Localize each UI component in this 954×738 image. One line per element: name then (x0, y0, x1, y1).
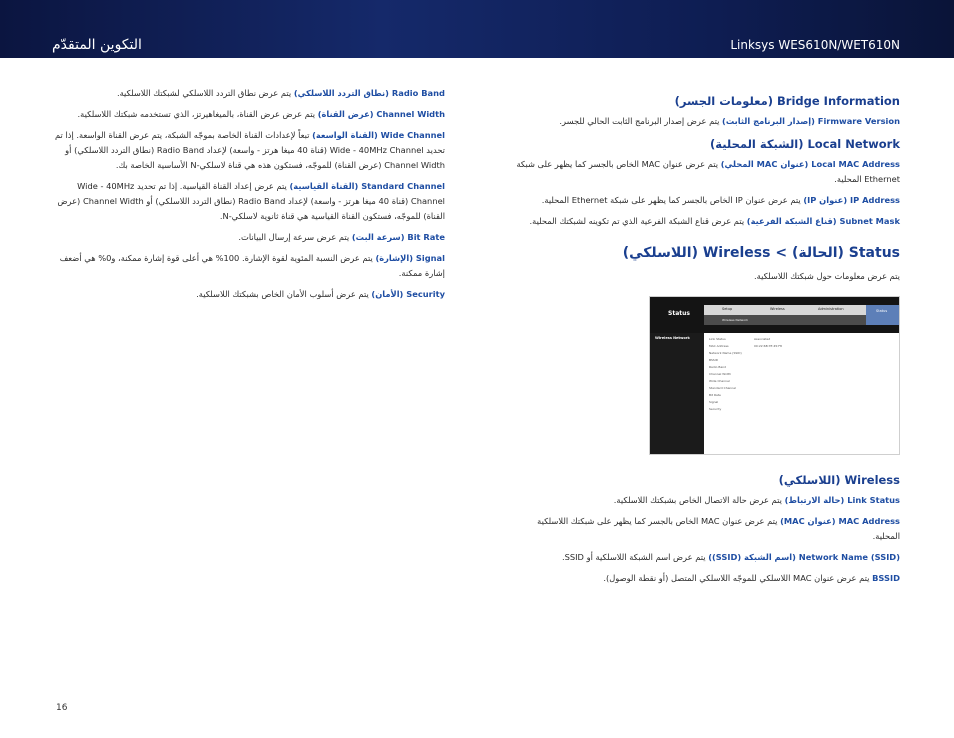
status-intro: يتم عرض معلومات حول شبكتك اللاسلكية. (754, 271, 900, 281)
paragraph-mac-address (510, 514, 900, 544)
paragraph-standard-channel (52, 179, 445, 224)
paragraph-network-name (510, 550, 900, 565)
term-label: Standard Channel (القناة القياسية) (289, 181, 445, 191)
term-label: BSSID (872, 573, 900, 583)
term-label: Local MAC Address (عنوان MAC المحلي) (720, 159, 900, 169)
screenshot-row-value: 00:22:6B:7E:45:F8 (754, 344, 782, 348)
term-label: MAC Address (عنوان MAC) (780, 516, 900, 526)
screenshot-row-value: Associated (754, 337, 771, 341)
paragraph-text: يتم عرض أسلوب الأمان الخاص بشبكتك اللاسلكية. (196, 289, 372, 299)
paragraph-text: يتم عرض إعداد القناة القياسية. إذا تم تحديد Wide - 40MHz Channel (قناة 40 ميغا هرتز - واسعة) لإعداد Radio Band (نطاق التردد اللاسلكي) أو Channel Width (عرض القناة) للموجّه، فستكون القناة القياسية هي قناة ثانوية لاسلكي-N. (57, 181, 445, 221)
right-column (510, 86, 900, 592)
screenshot-help-box (866, 305, 899, 325)
screenshot-row-label: BSSID (709, 358, 719, 362)
screenshot-help-label: Status (876, 309, 888, 313)
paragraph-wide-channel (52, 128, 445, 173)
status-screenshot (649, 296, 900, 455)
paragraph-channel-width (52, 107, 445, 122)
page-header (0, 0, 954, 58)
screenshot-main (704, 333, 899, 454)
term-label: Network Name (SSID) (اسم الشبكة (SSID)) (708, 552, 900, 562)
page-number: 16 (56, 703, 68, 713)
paragraph-text: يتم عرض عنوان MAC الخاص بالجسر كما يظهر على شبكة Ethernet المحلية. (516, 159, 900, 184)
paragraph-link-status (510, 493, 900, 508)
left-column (52, 86, 445, 308)
paragraph-text: يتم عرض النسبة المئوية لقوة الإشارة. 100% هي أعلى قوة إشارة ممكنة، و0% هي أضعف إشارة ممكنة. (59, 253, 445, 278)
paragraph-text: يتم عرض سرعة إرسال البيانات. (238, 232, 352, 242)
paragraph-local-mac (510, 157, 900, 187)
bridge-info-heading: Bridge Information (معلومات الجسر) (674, 94, 900, 108)
term-label: Firmware Version (إصدار البرنامج الثابت) (722, 116, 900, 126)
paragraph-radio-band (52, 86, 445, 101)
screenshot-tab-administration: Administration (818, 307, 844, 311)
screenshot-sidebar (650, 333, 704, 454)
screenshot-row-label: Channel Width (709, 372, 731, 376)
paragraph-bssid (510, 571, 900, 586)
screenshot-row-label: Radio Band (709, 365, 727, 369)
paragraph-signal (52, 251, 445, 281)
paragraph-text: يتم عرض عنوان MAC اللاسلكي للموجّه اللاسلكي المتصل (أو نقطة الوصول). (603, 573, 873, 583)
screenshot-subtabs (704, 315, 866, 325)
status-wireless-heading: Status (الحالة) > Wireless (اللاسلكي) (622, 245, 900, 261)
paragraph-text: يتم عرض عنوان IP الخاص بالجسر كما يظهر على شبكة Ethernet المحلية. (541, 195, 804, 205)
paragraph-text: يتم عرض إصدار البرنامج الثابت الحالي للجسر. (559, 116, 723, 126)
paragraph-text: تبعاً لإعدادات القناة الخاصة بموجّه الشبكة، يتم عرض القناة الواسعة. إذا تم تحديد Wide - 40MHz Channel (قناة 40 ميغا هرتز - واسعة) لإعداد Radio Band (نطاق التردد اللاسلكي) أو Channel Width (عرض القناة) للموجّه، فستكون هذه هي قناة لاسلكي-N الأساسية الخاصة بك. (54, 130, 445, 170)
screenshot-sidebar-title: Wireless Network (655, 336, 690, 340)
product-name: Linksys WES610N/WET610N (730, 38, 900, 52)
screenshot-tab-wireless: Wireless (770, 307, 785, 311)
term-label: Radio Band (نطاق التردد اللاسلكي) (293, 88, 445, 98)
paragraph-text: يتم عرض قناع الشبكة الفرعية الذي تم تكوينه لشبكتك المحلية. (529, 216, 747, 226)
term-label: Security (الأمان) (371, 289, 445, 299)
screenshot-row-label: Network Name (SSID) (709, 351, 742, 355)
paragraph-text: يتم عرض نطاق التردد اللاسلكي لشبكتك اللاسلكية. (116, 88, 294, 98)
paragraph-text: يتم عرض اسم الشبكة اللاسلكية أو SSID. (561, 552, 709, 562)
term-label: Bit Rate (سرعة البت) (351, 232, 445, 242)
term-label: Link Status (حالة الارتباط) (784, 495, 900, 505)
screenshot-row-label: Wide Channel (709, 379, 730, 383)
screenshot-tabs (704, 305, 866, 315)
paragraph-text: يتم عرض حالة الاتصال الخاص بشبكتك اللاسلكية. (613, 495, 785, 505)
screenshot-row-label: Signal (709, 400, 719, 404)
term-label: Subnet Mask (قناع الشبكة الفرعية) (746, 216, 900, 226)
screenshot-row-label: Standard Channel (709, 386, 736, 390)
term-label: IP Address (عنوان IP) (803, 195, 900, 205)
wireless-heading: Wireless (اللاسلكي) (778, 473, 900, 487)
paragraph-subnet-mask (510, 214, 900, 229)
screenshot-brand: Status (668, 310, 690, 317)
paragraph-text: يتم عرض عنوان MAC الخاص بالجسر كما يظهر على شبكتك اللاسلكية المحلية. (537, 516, 900, 541)
paragraph-bit-rate (52, 230, 445, 245)
section-title: التكوين المتقدّم (52, 37, 142, 53)
paragraph-ip-address (510, 193, 900, 208)
term-label: Channel Width (عرض القناة) (317, 109, 445, 119)
screenshot-topbar (650, 297, 899, 333)
screenshot-subtab-wireless-network: Wireless Network (722, 318, 749, 322)
local-network-heading: Local Network (الشبكة المحلية) (710, 137, 900, 151)
screenshot-row-label: MAC Address (709, 344, 729, 348)
screenshot-row-label: Link Status (709, 337, 726, 341)
paragraph-security (52, 287, 445, 302)
paragraph-text: يتم عرض عرض القناة، بالميغاهيرتز، الذي تستخدمه شبكتك اللاسلكية. (77, 109, 318, 119)
term-label: Wide Channel (القناة الواسعة) (312, 130, 445, 140)
paragraph-firmware-version (510, 114, 900, 129)
screenshot-row-label: Security (709, 407, 722, 411)
screenshot-tab-setup: Setup (722, 307, 733, 311)
term-label: Signal (الإشارة) (375, 253, 445, 263)
screenshot-row-label: Bit Rate (709, 393, 721, 397)
